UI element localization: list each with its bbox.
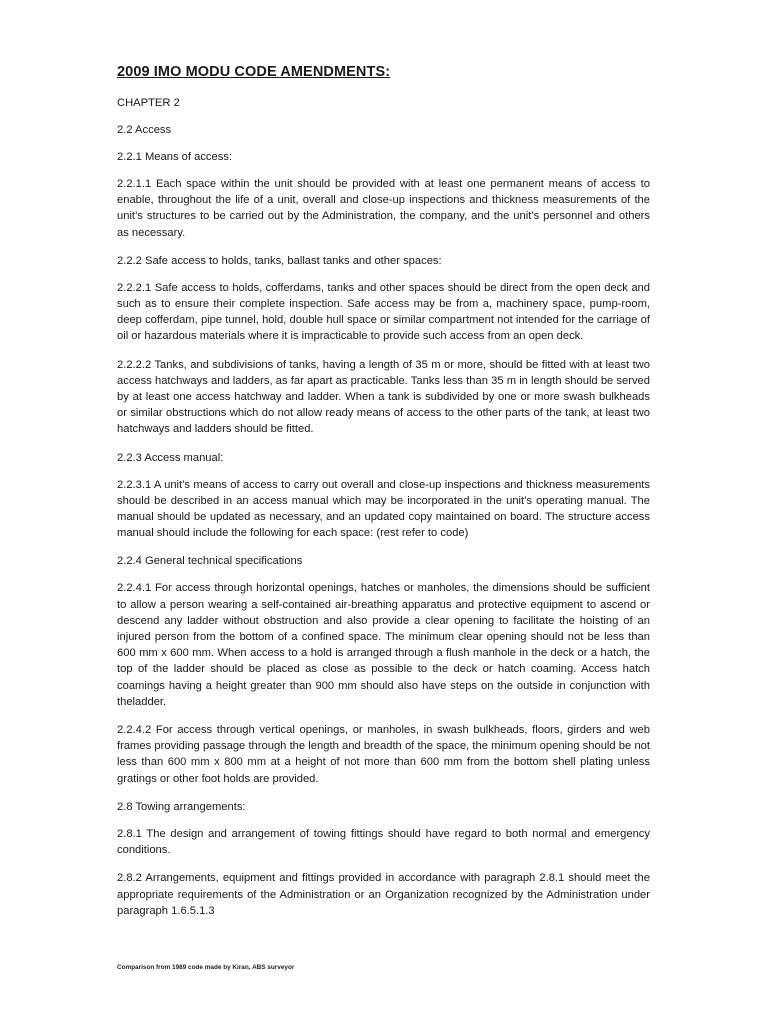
document-title: 2009 IMO MODU CODE AMENDMENTS: xyxy=(117,64,391,80)
section-heading-2-2-3: 2.2.3 Access manual: xyxy=(117,451,224,464)
paragraph-2-8-2: 2.8.2 Arrangements, equipment and fittings provided in accordance with paragraph 2.8.1 should meet the appropriate requirements of the Administration or an Organization recognized by the Administration under paragraph 1.6.5.1.3 xyxy=(117,872,650,917)
paragraph-2-8-1: 2.8.1 The design and arrangement of towing fittings should have regard to both normal and emergency conditions. xyxy=(117,827,650,857)
paragraph-2-2-3-1: 2.2.3.1 A unit’s means of access to carry out overall and close-up inspections and thickness measurements should be described in an access manual which may be incorporated in the unit’s operating manual. The manual should be updated as necessary, and an updated copy maintained on board. The structure access manual should include the following for each space: (rest refer to code) xyxy=(117,478,650,540)
section-heading-2-2: 2.2 Access xyxy=(117,124,172,136)
paragraph-2-2-2-2: 2.2.2.2 Tanks, and subdivisions of tanks, having a length of 35 m or more, should be fitted with at least two access hatchways and ladders, as far apart as practicable. Tanks less than 35 m in length should be served by at least one access hatchway and ladder. When a tank is subdivided by one or more swash bulkheads or similar obstructions which do not allow ready means of access to the other parts of the tank, at least two hatchways and ladders should be fitted. xyxy=(117,358,650,436)
paragraph-2-2-2-1: 2.2.2.1 Safe access to holds, cofferdams, tanks and other spaces should be direct from the open deck and such as to ensure their complete inspection. Safe access may be from a, machinery space, pump-room, deep cofferdam, pipe tunnel, hold, double hull space or similar compartment not intended for the carriage of oil or hazardous materials where it is impracticable to provide such access from an open deck. xyxy=(117,281,650,343)
section-heading-2-2-4: 2.2.4 General technical specifications xyxy=(117,555,303,568)
footer-note: Comparison from 1989 code made by Kiran, ABS surveyor xyxy=(117,964,295,971)
section-heading-2-2-2: 2.2.2 Safe access to holds, tanks, ballast tanks and other spaces: xyxy=(117,254,442,267)
paragraph-2-2-4-1: 2.2.4.1 For access through horizontal openings, hatches or manholes, the dimensions should be sufficient to allow a person wearing a self-contained air-breathing apparatus and protective equipment to ascend or descend any ladder without obstruction and also provide a clear opening to facilitate the hoisting of an injured person from the bottom of a confined space. The minimum clear opening should not be less than 600 mm x 600 mm. When access to a hold is arranged through a flush manhole in the deck or a hatch, the top of the ladder should be placed as close as possible to the deck or hatch coaming. Access hatch coamings having a height greater than 900 mm should also have steps on the outside in conjunction with theladder. xyxy=(117,582,650,708)
paragraph-2-2-4-2: 2.2.4.2 For access through vertical openings, or manholes, in swash bulkheads, floors, girders and web frames providing passage through the length and breadth of the space, the minimum opening should be not less than 600 mm x 800 mm at a height of not more than 600 mm from the bottom shell plating unless gratings or other foot holds are provided. xyxy=(117,724,650,785)
chapter-heading: CHAPTER 2 xyxy=(117,97,180,109)
section-heading-2-8: 2.8 Towing arrangements: xyxy=(117,800,246,813)
document-page xyxy=(117,64,650,931)
paragraph-2-2-1-1: 2.2.1.1 Each space within the unit should be provided with at least one permanent means of access to enable, throughout the life of a unit, overall and close-up inspections and thickness measurements of the unit’s structures to be carried out by the Administration, the company, and the unit’s personnel and others as necessary. xyxy=(117,178,650,239)
section-heading-2-2-1: 2.2.1 Means of access: xyxy=(117,151,233,163)
